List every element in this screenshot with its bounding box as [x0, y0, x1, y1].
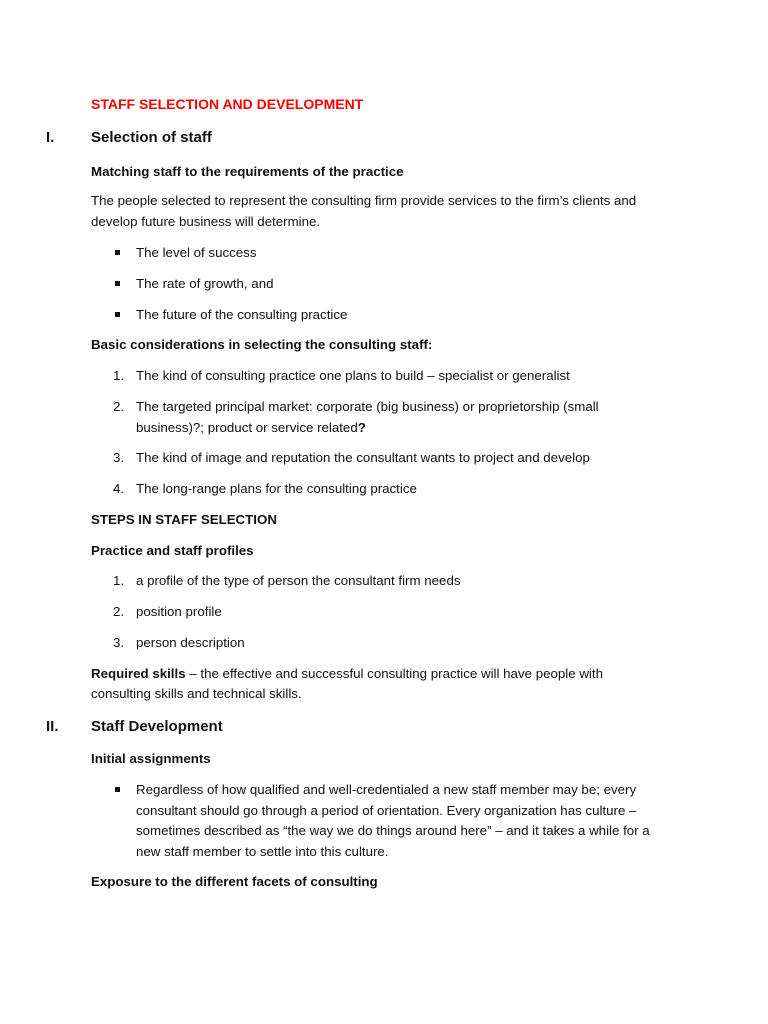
- list-number: 2.: [113, 399, 125, 414]
- section-1-number: I.: [46, 129, 55, 146]
- paragraph-line: develop future business will determine.: [91, 214, 321, 229]
- bullet-marker: [115, 312, 120, 317]
- paragraph-line: The people selected to represent the consulting firm provide services to the firm’s clients and: [91, 193, 637, 208]
- bullet-item-line: new staff member to settle into this culture.: [136, 844, 389, 859]
- subheading-initial-assignments: Initial assignments: [91, 751, 211, 766]
- bullet-item-line: sometimes described as “the way we do things around here” – and it takes a while for a: [136, 823, 650, 838]
- bullet-item: The future of the consulting practice: [136, 307, 348, 322]
- steps-heading: STEPS IN STAFF SELECTION: [91, 512, 277, 527]
- list-number: 1.: [113, 368, 125, 383]
- list-item: The long-range plans for the consulting practice: [136, 481, 417, 496]
- required-skills-label: Required skills: [91, 666, 186, 681]
- subheading-practice-profiles: Practice and staff profiles: [91, 543, 254, 558]
- question-mark: ?: [357, 420, 366, 435]
- subheading-exposure: Exposure to the different facets of consulting: [91, 874, 378, 889]
- section-2-title: Staff Development: [91, 718, 223, 735]
- list-item: The kind of image and reputation the consultant wants to project and develop: [136, 450, 590, 465]
- bullet-item: The rate of growth, and: [136, 276, 274, 291]
- section-1-title: Selection of staff: [91, 129, 212, 146]
- bullet-marker: [115, 281, 120, 286]
- list-item: person description: [136, 635, 245, 650]
- list-number: 1.: [113, 573, 125, 588]
- required-skills-line: [91, 664, 603, 684]
- list-item: The targeted principal market: corporate (big business) or proprietorship (small: [136, 399, 599, 414]
- subheading-basic-considerations: Basic considerations in selecting the consulting staff:: [91, 337, 433, 352]
- section-2-number: II.: [46, 718, 59, 735]
- bullet-item-line: consultant should go through a period of orientation. Every organization has culture –: [136, 803, 637, 818]
- list-number: 4.: [113, 481, 125, 496]
- bullet-item-line: Regardless of how qualified and well-credentialed a new staff member may be; every: [136, 782, 637, 797]
- bullet-marker: [115, 787, 120, 792]
- list-item: a profile of the type of person the consultant firm needs: [136, 573, 461, 588]
- list-number: 3.: [113, 450, 125, 465]
- required-skills-text: – the effective and successful consulting practice will have people with: [185, 666, 603, 681]
- paragraph-line: consulting skills and technical skills.: [91, 686, 302, 701]
- subheading-matching-staff: Matching staff to the requirements of the practice: [91, 164, 404, 179]
- list-item-continuation: [136, 418, 366, 438]
- document-title: STAFF SELECTION AND DEVELOPMENT: [91, 96, 364, 112]
- list-item: The kind of consulting practice one plans to build – specialist or generalist: [136, 368, 570, 383]
- list-number: 3.: [113, 635, 125, 650]
- list-item-text: business)?; product or service related: [136, 420, 358, 435]
- bullet-marker: [115, 250, 120, 255]
- bullet-item: The level of success: [136, 245, 257, 260]
- list-item: position profile: [136, 604, 222, 619]
- list-number: 2.: [113, 604, 125, 619]
